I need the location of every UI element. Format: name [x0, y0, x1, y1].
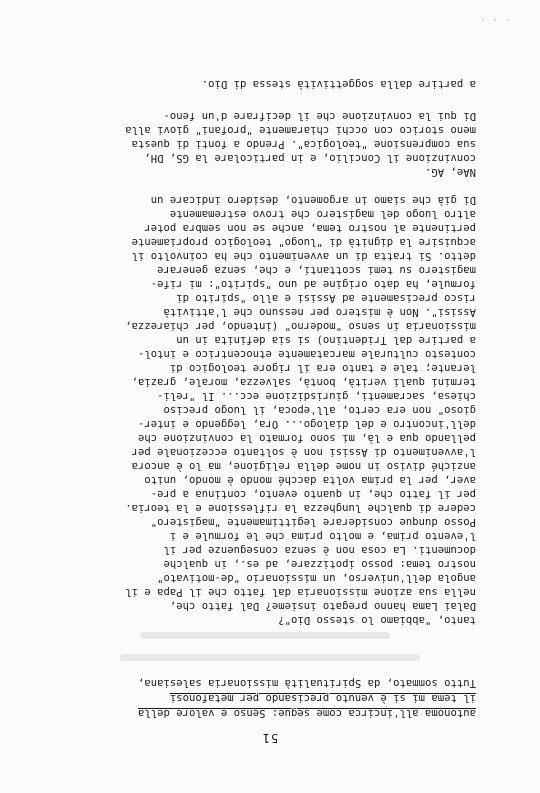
text-line: nostro tema: posso ipotizzare, ad es., in qualche: [163, 558, 476, 570]
text-line: l'evento prima, e molto prima che le formule e i: [169, 530, 476, 542]
text-line: Tutto sommato, da Spiritualità missionaria salesiana,: [137, 677, 476, 689]
text-line: anziché diviso in nome della religione, ma lo è ancora: [131, 460, 476, 472]
text-line: pertinente al nostro tema, anche se non sembra poter: [144, 222, 476, 234]
text-line: NAe, AG.: [424, 166, 476, 178]
text-line: aver, per la prima volta dacché mondo è mondo, unito: [144, 474, 476, 486]
text-line: detto. Si tratta di un avvenimento che ha coinvolto il: [131, 250, 476, 262]
bleed-through-mark: [120, 654, 420, 661]
text-line: pellando qua e là, mi sono formato la convinzione che: [137, 432, 476, 444]
text-line: formule, ha dato origine ad uno "spirito": mi rife-: [150, 278, 476, 290]
text-line: meno storico con occhi chiaramente "profani" giovi alla: [125, 124, 476, 136]
text-line: Di qui la convinzione che il decifrare d'un feno-: [163, 110, 476, 122]
text-line: il tema mi si è venuto precisando per metafonosi: [169, 692, 476, 704]
text-line: l'avvenimento di Assisi non è soltanto eccezionale per: [131, 446, 476, 458]
text-line: altro luogo del magistero che trovo estremamente: [169, 208, 476, 220]
scan-speckle: · · ·: [478, 15, 510, 23]
text-line: Assisi". Non è mistero per nessuno che l'attività: [163, 306, 476, 318]
text-line: autonoma all'incirca come segue: Senso e valore della: [137, 707, 476, 719]
text-line: chiesa, sacramenti, giurisdizione ecc... Il "reli-: [157, 390, 476, 402]
text-line: lerante; tale e tanto era il rigore teologico di: [169, 362, 476, 374]
text-line: Di già che siamo in argomento, desidero indicare un: [150, 194, 476, 206]
text-line: nella sua azione missionaria dal fatto che il Papa e il: [125, 586, 476, 598]
text-line: missionaria in senso "moderno" (intendo, per chiarezza,: [125, 320, 476, 332]
text-line: per il fatto che, in quanto evento, continua a pre-: [150, 488, 476, 500]
text-line: magistero su temi scottanti, e che, senza generare: [157, 264, 476, 276]
text-line: a partire dal Tridentino) si sia definita in un: [176, 334, 476, 346]
text-line: convinzione il Concilio, e in particolare la GS, DH,: [144, 152, 476, 164]
text-line: cedere di qualche lunghezza la riflessione e la teoria.: [125, 502, 476, 514]
page-number: 51: [261, 731, 279, 745]
text-line: dell'incontro e del dialogo... Ora, leggendo e inter-: [137, 418, 476, 430]
text-line: Posso dunque considerare legittimamente "magistero": [150, 516, 476, 528]
text-line: tanto, "abbiamo lo stesso Dio"?: [278, 614, 476, 626]
bleed-through-mark: [140, 632, 390, 639]
text-line: risco precisamente ad Assisi e allo "spirito di: [176, 292, 476, 304]
text-line: acquisire la dignità di "luogo" teologico propriamente: [131, 236, 476, 248]
text-line: sua comprensione "teologica". Prendo a fonti di questa: [131, 138, 476, 150]
text-line: termini quali verità, bontà, salvezza, morale, grazia,: [131, 376, 476, 388]
text-line: documenti. La cosa non è senza conseguenze per il: [163, 544, 476, 556]
text-line: angola dell'universo, un missionario "de-motivato": [157, 572, 476, 584]
text-line: contesto culturale marcatamente etnocentrico e intol-: [137, 348, 476, 360]
text-line: a partire dalla soggettività stessa di Dio.: [201, 78, 476, 90]
text-line: Dalai Lama hanno pregato insieme? Dal fatto che,: [169, 600, 476, 612]
text-line: gioso" non era certo, all'epoca, il luogo preciso: [163, 404, 476, 416]
